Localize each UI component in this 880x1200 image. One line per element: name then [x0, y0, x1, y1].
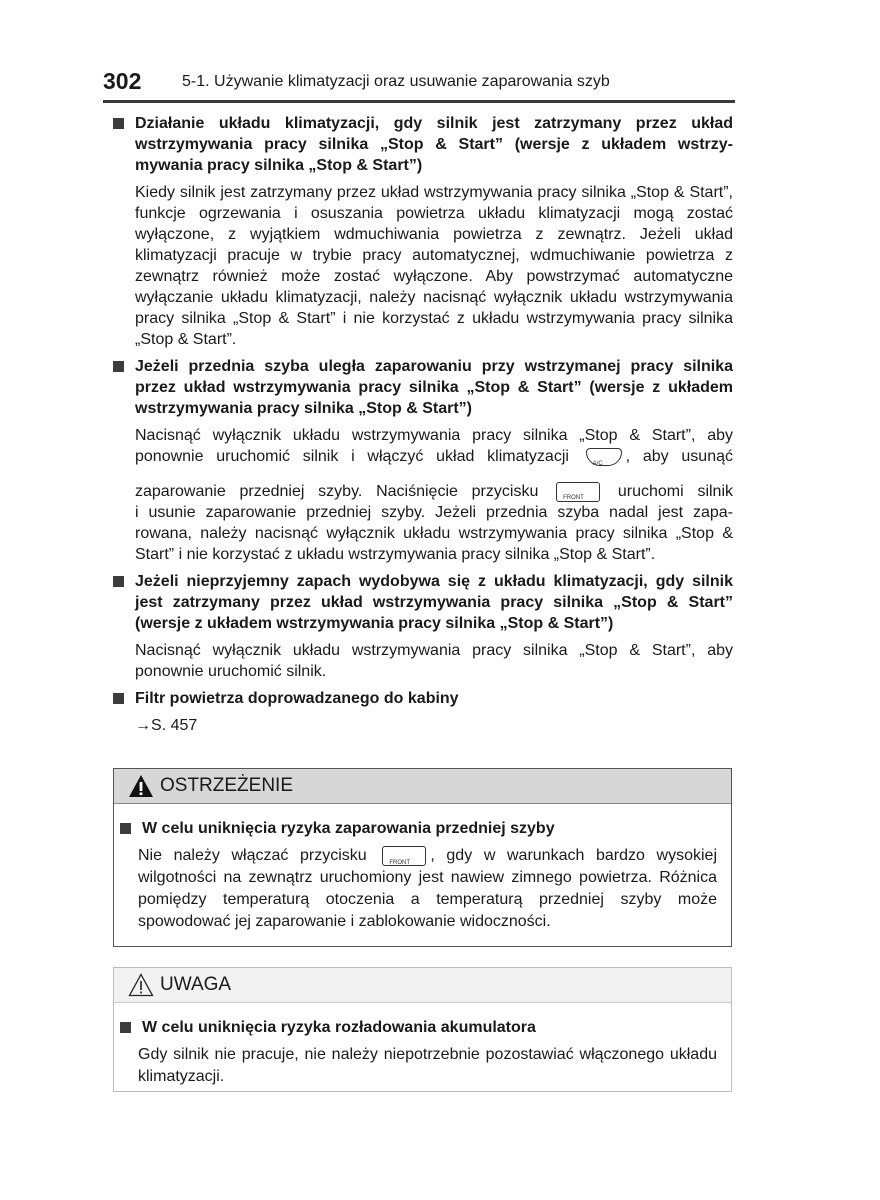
body-line: Nacisnąć wyłącznik układu wstrzymywania pracy silnika „Stop & Start”, aby — [135, 427, 733, 444]
warning-box — [113, 768, 732, 947]
body-rest: wilgotności na zewnątrz uruchomiony jest nawiew zimnego powietrza. Różnica pomiędzy temperaturą otoczenia a temperaturą przedniej szyby może spowodować jej zaparowanie i zablokowanie widoczności. — [138, 869, 717, 930]
warning-label: OSTRZEŻENIE — [160, 775, 294, 796]
notice-body: Gdy silnik nie pracuje, nie należy niepotrzebnie pozostawiać włączonego układu klimatyzacji. — [138, 1046, 717, 1085]
square-bullet-icon — [113, 693, 124, 704]
warning-body — [114, 845, 731, 933]
notice-header — [114, 968, 731, 1003]
square-bullet-icon — [120, 823, 131, 834]
warning-header — [114, 769, 731, 804]
page-reference: →S. 457 — [135, 717, 198, 734]
section-stop-start-ac — [113, 113, 733, 350]
square-bullet-icon — [113, 576, 124, 587]
front-defroster-button-icon: FRONT — [382, 846, 426, 866]
main-content — [113, 113, 733, 742]
square-bullet-icon — [113, 118, 124, 129]
section-unpleasant-odor — [113, 571, 733, 682]
section-title: Filtr powietrza doprowadzanego do kabiny — [113, 688, 733, 709]
notice-box — [113, 967, 732, 1092]
section-title: Działanie układu klimatyzacji, gdy silnik jest zatrzymany przez układ wstrzymywania pracy silnika „Stop & Start” (wersje z układem wstrzy- mywania pracy silnika „Stop & Start”) — [113, 113, 733, 176]
header-rule — [103, 100, 735, 103]
section-body: Nacisnąć wyłącznik układu wstrzymywania pracy silnika „Stop & Start”, aby ponownie uruchomić silnik. — [135, 642, 733, 680]
body-line: ponownie uruchomić silnik i włączyć układ klimatyzacji A/C , aby usunąć — [135, 448, 733, 467]
square-bullet-icon — [120, 1022, 131, 1033]
section-fogged-windshield — [113, 356, 733, 565]
front-defroster-button-icon: FRONT — [556, 482, 600, 502]
notice-title: W celu uniknięcia ryzyka rozładowania akumulatora — [120, 1017, 731, 1038]
section-body: Kiedy silnik jest zatrzymany przez układ wstrzymywania pracy silnika „Stop & Start”, funkcje ogrzewania i osuszania powietrza układu klimatyzacji mogą zostać wyłączone, z wyjątkiem wdmuchiwania powietrza z zewnątrz. Jeżeli układ klimatyzacji pracuje w trybie pracy automatycznej, wdmuchiwanie powietrza z zewnątrz również może zostać wyłączone. Aby powstrzymać automatyczne wyłączanie układu klimatyzacji, należy nacisnąć wyłącznik układu wstrzymywania pracy silnika „Stop & Start” i nie korzystać z układu wstrzymywania pracy silnika „Stop & Start”. — [135, 184, 733, 348]
section-title: Jeżeli przednia szyba uległa zaparowaniu przy wstrzymanej pracy silnika przez układ wstrzymywania pracy silnika „Stop & Start” (wersje z układem wstrzymywania pracy silnika „Stop & Start”) — [113, 356, 733, 419]
square-bullet-icon — [113, 361, 124, 372]
body-line: zaparowanie przedniej szyby. Naciśnięcie przycisku FRONT uruchomi silnik — [135, 483, 733, 501]
page-number: 302 — [103, 68, 142, 94]
body-rest: i usunie zaparowanie przedniej szyby. Jeżeli przednia szyba nadal jest zapa- rowana, należy nacisnąć wyłącznik układu wstrzymywania pracy silnika „Stop & Start” i nie korzystać z układu wstrzymywania pracy silnika „Stop & Start”. — [135, 504, 733, 563]
warning-triangle-icon — [128, 774, 154, 798]
section-body — [113, 425, 733, 565]
page-header — [0, 66, 880, 106]
section-title: Jeżeli nieprzyjemny zapach wydobywa się z układu klimatyzacji, gdy silnik jest zatrzymany przez układ wstrzymywania pracy silnika „Stop & Start” (wersje z układem wstrzymywania pracy silnika „Stop & Start”) — [113, 571, 733, 634]
section-cabin-filter — [113, 688, 733, 736]
notice-label: UWAGA — [160, 974, 232, 995]
ac-button-icon: A/C — [586, 448, 622, 466]
body-line: Nie należy włączać przycisku FRONT , gdy w warunkach bardzo wysokiej — [138, 847, 718, 866]
chapter-title: 5-1. Używanie klimatyzacji oraz usuwanie zaparowania szyb — [182, 73, 610, 90]
caution-triangle-outline-icon — [128, 973, 154, 997]
warning-title: W celu uniknięcia ryzyka zaparowania przedniej szyby — [120, 818, 731, 839]
